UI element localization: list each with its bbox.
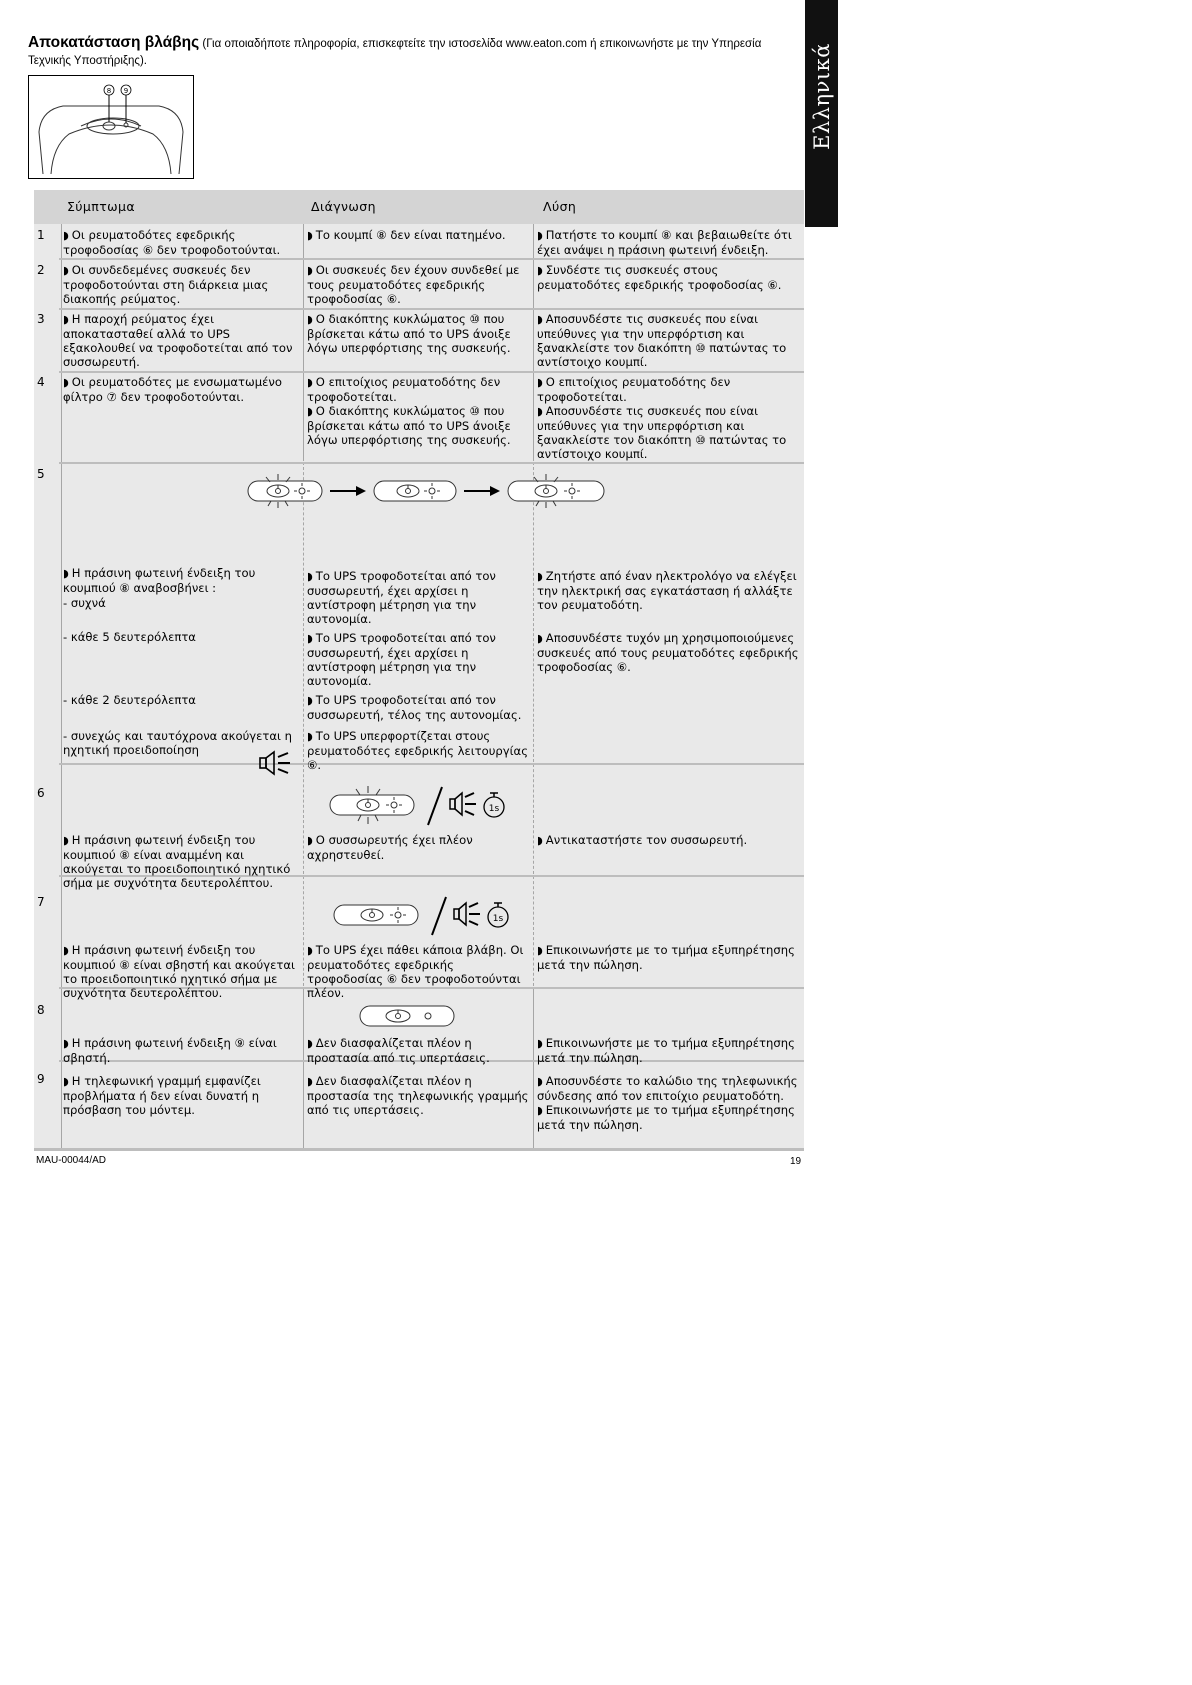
symptom-cell: ◗ Οι συνδεδεμένες συσκευές δεν τροφοδοτούνται στη διάρκεια μιας διακοπής ρεύματος. bbox=[63, 263, 269, 306]
row-number: 8 bbox=[37, 1003, 45, 1017]
row-separator bbox=[59, 371, 804, 373]
diagnosis-cell: ◗ Το UPS υπερφορτίζεται στους ρευματοδότες εφεδρικής λειτουργίας ⑥. bbox=[307, 729, 529, 772]
document-code: MAU-00044/AD bbox=[36, 1155, 107, 1166]
diagnosis-text: Το UPS τροφοδοτείται από τον συσσωρευτή, έχει αρχίσει η αντίστροφη μέτρηση για την αυτονομία. bbox=[307, 631, 496, 688]
diagnosis-cell: ◗ Το UPS έχει πάθει κάποια βλάβη. Οι ρευματοδότες εφεδρικής τροφοδοσίας ⑥ δεν τροφοδοτούνται πλέον. bbox=[307, 943, 524, 1000]
col-rule-left bbox=[61, 224, 62, 1150]
led-off-beep-illustration bbox=[332, 893, 552, 937]
speaker-icon bbox=[258, 750, 294, 776]
symptom-text: Η τηλεφωνική γραμμή εμφανίζει προβλήματα ή δεν είναι δυνατή η πρόσβαση του μόντεμ. bbox=[63, 1074, 261, 1117]
symptom-cell: ◗ Η τηλεφωνική γραμμή εμφανίζει προβλήματα ή δεν είναι δυνατή η πρόσβαση του μόντεμ. bbox=[63, 1074, 261, 1117]
diagnosis-text: Ο επιτοίχιος ρευματοδότης δεν τροφοδοτείται. bbox=[307, 375, 501, 404]
diagnosis-cell: ◗ Το UPS τροφοδοτείται από τον συσσωρευτή, έχει αρχίσει η αντίστροφη μέτρηση για την αυτονομία. bbox=[307, 569, 496, 626]
ups-front-figure bbox=[28, 75, 194, 179]
timer-label: 1s bbox=[492, 914, 504, 924]
symptom-case: - κάθε 2 δευτερόλεπτα bbox=[63, 693, 196, 707]
symptom-cell: ◗ Η πράσινη φωτεινή ένδειξη του κουμπιού ⑧ αναβοσβήνει : bbox=[63, 566, 256, 595]
row-separator bbox=[59, 462, 804, 464]
timer-label: 1s bbox=[488, 804, 500, 814]
symptom-text: Οι συνδεδεμένες συσκευές δεν τροφοδοτούνται στη διάρκεια μιας διακοπής ρεύματος. bbox=[63, 263, 269, 306]
symptom-text: Η πράσινη φωτεινή ένδειξη του κουμπιού ⑧ αναβοσβήνει : bbox=[63, 566, 256, 595]
diagnosis-cell: ◗ Οι συσκευές δεν έχουν συνδεθεί με τους ρευματοδότες εφεδρικής τροφοδοσίας ⑥. bbox=[307, 263, 520, 306]
symptom-cell: ◗ Οι ρευματοδότες με ενσωματωμένο φίλτρο ⑦ δεν τροφοδοτούνται. bbox=[63, 375, 282, 404]
ups-outline-drawing bbox=[29, 76, 193, 178]
solution-text: Αντικαταστήστε τον συσσωρευτή. bbox=[545, 833, 748, 847]
diagnosis-text: Ο διακόπτης κυκλώματος ⑩ που βρίσκεται κάτω από το UPS άνοιξε λόγω υπερφόρτισης της συσκευής. bbox=[307, 312, 511, 355]
diagnosis-text: Δεν διασφαλίζεται πλέον η προστασία από τις υπερτάσεις. bbox=[307, 1036, 490, 1065]
row-separator bbox=[59, 258, 804, 260]
table-bottom-rule bbox=[34, 1148, 804, 1151]
row-number: 2 bbox=[37, 263, 45, 277]
symptom-cell: ◗ Η πράσινη φωτεινή ένδειξη ⑨ είναι σβηστή. bbox=[63, 1036, 277, 1065]
symptom-case: - συνεχώς και ταυτόχρονα ακούγεται η ηχητική προειδοποίηση bbox=[63, 729, 292, 757]
solution-text: Επικοινωνήστε με το τμήμα εξυπηρέτησης μετά την πώληση. bbox=[537, 1036, 795, 1065]
row-separator bbox=[59, 308, 804, 310]
language-tab-label: Ελληνικά bbox=[809, 43, 834, 150]
solution-text: Αποσυνδέστε τυχόν μη χρησιμοποιούμενες συσκευές από τους ρευματοδότες εφεδρικής τροφοδοσίας ⑥. bbox=[537, 631, 799, 674]
row-number: 1 bbox=[37, 228, 45, 242]
solution-cell: ◗ Ζητήστε από έναν ηλεκτρολόγο να ελέγξει την ηλεκτρική σας εγκατάσταση ή αλλάξτε τον ρευματοδότη. bbox=[537, 569, 797, 612]
solution-text: Επικοινωνήστε με το τμήμα εξυπηρέτησης μετά την πώληση. bbox=[537, 1103, 795, 1132]
solution-cell: ◗ Αποσυνδέστε τις συσκευές που είναι υπεύθυνες για την υπερφόρτιση και ξανακλείστε τον διακόπτη ⑩ πατώντας το αντίστοιχο κουμπί. bbox=[537, 312, 787, 369]
solution-text: Αποσυνδέστε το καλώδιο της τηλεφωνικής σύνδεσης από τον επιτοίχιο ρευματοδότη. bbox=[537, 1074, 798, 1103]
table-header bbox=[34, 190, 804, 224]
language-tab bbox=[805, 0, 838, 227]
solution-cell: ◗ Συνδέστε τις συσκευές στους ρευματοδότες εφεδρικής τροφοδοσίας ⑥. bbox=[537, 263, 782, 292]
diagnosis-text: Το UPS έχει πάθει κάποια βλάβη. Οι ρευματοδότες εφεδρικής τροφοδοσίας ⑥ δεν τροφοδοτούνται πλέον. bbox=[307, 943, 524, 1000]
diagnosis-text: Ο διακόπτης κυκλώματος ⑩ που βρίσκεται κάτω από το UPS άνοιξε λόγω υπερφόρτισης της συσκευής. bbox=[307, 404, 511, 447]
diagnosis-cell: ◗ Ο συσσωρευτής έχει πλέον αχρηστευθεί. bbox=[307, 833, 473, 862]
symptom-cell: ◗ Οι ρευματοδότες εφεδρικής τροφοδοσίας ⑥ δεν τροφοδοτούνται. bbox=[63, 228, 281, 257]
symptom-text: Η πράσινη φωτεινή ένδειξη ⑨ είναι σβηστή. bbox=[63, 1036, 277, 1065]
col-rule-1-bottom bbox=[303, 988, 304, 1150]
row-number: 3 bbox=[37, 312, 45, 326]
col-rule-1-r6 bbox=[303, 764, 304, 874]
page-title: Αποκατάσταση βλάβης bbox=[28, 34, 200, 51]
symptom-case: - κάθε 5 δευτερόλεπτα bbox=[63, 630, 196, 644]
symptom-text: Η πράσινη φωτεινή ένδειξη του κουμπιού ⑧ είναι αναμμένη και ακούγεται το προειδοποιητικό ηχητικό σήμα με συχνότητα δευτερολέπτου. bbox=[63, 833, 291, 890]
diagnosis-cell: ◗ Ο επιτοίχιος ρευματοδότης δεν τροφοδοτείται. ◗ Ο διακόπτης κυκλώματος ⑩ που βρίσκεται κάτω από το UPS άνοιξε λόγω υπερφόρτισης της συσκευής. bbox=[307, 375, 511, 447]
solution-cell: ◗ Επικοινωνήστε με το τμήμα εξυπηρέτησης μετά την πώληση. bbox=[537, 943, 795, 972]
symptom-case: - συχνά bbox=[63, 596, 106, 610]
solution-text: Συνδέστε τις συσκευές στους ρευματοδότες εφεδρικής τροφοδοσίας ⑥. bbox=[537, 263, 782, 292]
solution-text: Αποσυνδέστε τις συσκευές που είναι υπεύθυνες για την υπερφόρτιση και ξανακλείστε τον διακόπτη ⑩ πατώντας το αντίστοιχο κουμπί. bbox=[537, 404, 787, 461]
figure-label-9: 9 bbox=[123, 87, 129, 95]
diagnosis-cell: ◗ Το UPS τροφοδοτείται από τον συσσωρευτή, τέλος της αυτονομίας. bbox=[307, 693, 522, 722]
solution-cell: ◗ Επικοινωνήστε με το τμήμα εξυπηρέτησης μετά την πώληση. bbox=[537, 1036, 795, 1065]
diagnosis-cell: ◗ Δεν διασφαλίζεται πλέον η προστασία από τις υπερτάσεις. bbox=[307, 1036, 490, 1065]
diagnosis-cell: ◗ Ο διακόπτης κυκλώματος ⑩ που βρίσκεται κάτω από το UPS άνοιξε λόγω υπερφόρτισης της συσκευής. bbox=[307, 312, 511, 355]
diagnosis-text: Το κουμπί ⑧ δεν είναι πατημένο. bbox=[315, 228, 506, 242]
diagnosis-text: Δεν διασφαλίζεται πλέον η προστασία της τηλεφωνικής γραμμής από τις υπερτάσεις. bbox=[307, 1074, 529, 1117]
diagnosis-text: Οι συσκευές δεν έχουν συνδεθεί με τους ρευματοδότες εφεδρικής τροφοδοσίας ⑥. bbox=[307, 263, 520, 306]
troubleshooting-table bbox=[34, 190, 804, 1150]
header-symptom: Σύμπτωμα bbox=[67, 199, 135, 214]
solution-cell: ◗ Αντικαταστήστε τον συσσωρευτή. bbox=[537, 833, 748, 847]
solution-text: Ζητήστε από έναν ηλεκτρολόγο να ελέγξει την ηλεκτρική σας εγκατάσταση ή αλλάξτε τον ρευματοδότη. bbox=[537, 569, 797, 612]
diagnosis-text: Ο συσσωρευτής έχει πλέον αχρηστευθεί. bbox=[307, 833, 473, 862]
symptom-text: Οι ρευματοδότες με ενσωματωμένο φίλτρο ⑦ δεν τροφοδοτούνται. bbox=[63, 375, 282, 404]
solution-text: Ο επιτοίχιος ρευματοδότης δεν τροφοδοτείται. bbox=[537, 375, 731, 404]
diagnosis-text: Το UPS τροφοδοτείται από τον συσσωρευτή, έχει αρχίσει η αντίστροφη μέτρηση για την αυτονομία. bbox=[307, 569, 496, 626]
symptom-cell: ◗ Η πράσινη φωτεινή ένδειξη του κουμπιού ⑧ είναι σβηστή και ακούγεται το προειδοποιητικό ηχητικό σήμα με συχνότητα δευτερολέπτου. bbox=[63, 943, 295, 1000]
row-number: 4 bbox=[37, 375, 45, 389]
solution-cell: ◗ Ο επιτοίχιος ρευματοδότης δεν τροφοδοτείται. ◗ Αποσυνδέστε τις συσκευές που είναι υπεύθυνες για την υπερφόρτιση και ξανακλείστε τον διακόπτη ⑩ πατώντας το αντίστοιχο κουμπί. bbox=[537, 375, 787, 461]
solution-text: Επικοινωνήστε με το τμήμα εξυπηρέτησης μετά την πώληση. bbox=[537, 943, 795, 972]
section-heading bbox=[28, 34, 788, 70]
solution-cell: ◗ Αποσυνδέστε τυχόν μη χρησιμοποιούμενες συσκευές από τους ρευματοδότες εφεδρικής τροφοδοσίας ⑥. bbox=[537, 631, 799, 674]
col-rule-1-r7 bbox=[303, 876, 304, 986]
row-number: 9 bbox=[37, 1072, 45, 1086]
symptom-text: Η παροχή ρεύματος έχει αποκατασταθεί αλλά το UPS εξακολουθεί να τροφοδοτείται από τον συσσωρευτή. bbox=[63, 312, 293, 369]
solution-cell: ◗ Πατήστε το κουμπί ⑧ και βεβαιωθείτε ότι έχει ανάψει η πράσινη φωτεινή ένδειξη. bbox=[537, 228, 792, 257]
led9-off-illustration bbox=[358, 1003, 458, 1029]
solution-text: Πατήστε το κουμπί ⑧ και βεβαιωθείτε ότι έχει ανάψει η πράσινη φωτεινή ένδειξη. bbox=[537, 228, 792, 257]
col-rule-2-bottom bbox=[533, 988, 534, 1150]
symptom-text: Η πράσινη φωτεινή ένδειξη του κουμπιού ⑧ είναι σβηστή και ακούγεται το προειδοποιητικό ηχητικό σήμα με συχνότητα δευτερολέπτου. bbox=[63, 943, 295, 1000]
figure-label-8: 8 bbox=[106, 87, 112, 95]
diagnosis-text: Το UPS υπερφορτίζεται στους ρευματοδότες εφεδρικής λειτουργίας ⑥. bbox=[307, 729, 529, 772]
row-number: 5 bbox=[37, 467, 45, 481]
solution-text: Αποσυνδέστε τις συσκευές που είναι υπεύθυνες για την υπερφόρτιση και ξανακλείστε τον διακόπτη ⑩ πατώντας το αντίστοιχο κουμπί. bbox=[537, 312, 787, 369]
symptom-text: Οι ρευματοδότες εφεδρικής τροφοδοσίας ⑥ δεν τροφοδοτούνται. bbox=[63, 228, 281, 257]
header-diagnosis: Διάγνωση bbox=[311, 199, 376, 214]
page-number: 19 bbox=[790, 1156, 802, 1167]
led-blink-sequence bbox=[246, 472, 656, 510]
heading-note: (Για οποιαδήποτε πληροφορία, επισκεφτείτε την ιστοσελίδα www.eaton.com ή επικοινωνήστε με την Υπηρεσία Τεχνικής Υποστήριξης). bbox=[28, 38, 762, 67]
row-number: 6 bbox=[37, 786, 45, 800]
symptom-cell: ◗ Η πράσινη φωτεινή ένδειξη του κουμπιού ⑧ είναι αναμμένη και ακούγεται το προειδοποιητικό ηχητικό σήμα με συχνότητα δευτερολέπτου. bbox=[63, 833, 291, 890]
diagnosis-text: Το UPS τροφοδοτείται από τον συσσωρευτή, τέλος της αυτονομίας. bbox=[307, 693, 522, 722]
symptom-cell: ◗ Η παροχή ρεύματος έχει αποκατασταθεί αλλά το UPS εξακολουθεί να τροφοδοτείται από τον συσσωρευτή. bbox=[63, 312, 293, 369]
diagnosis-cell: ◗ Το κουμπί ⑧ δεν είναι πατημένο. bbox=[307, 228, 506, 242]
row-number: 7 bbox=[37, 895, 45, 909]
solution-cell: ◗ Αποσυνδέστε το καλώδιο της τηλεφωνικής σύνδεσης από τον επιτοίχιο ρευματοδότη. ◗ Επικοινωνήστε με το τμήμα εξυπηρέτησης μετά την πώληση. bbox=[537, 1074, 798, 1132]
header-solution: Λύση bbox=[543, 199, 577, 214]
led-on-beep-illustration bbox=[328, 783, 548, 827]
diagnosis-cell: ◗ Δεν διασφαλίζεται πλέον η προστασία της τηλεφωνικής γραμμής από τις υπερτάσεις. bbox=[307, 1074, 529, 1117]
diagnosis-cell: ◗ Το UPS τροφοδοτείται από τον συσσωρευτή, έχει αρχίσει η αντίστροφη μέτρηση για την αυτονομία. bbox=[307, 631, 496, 688]
